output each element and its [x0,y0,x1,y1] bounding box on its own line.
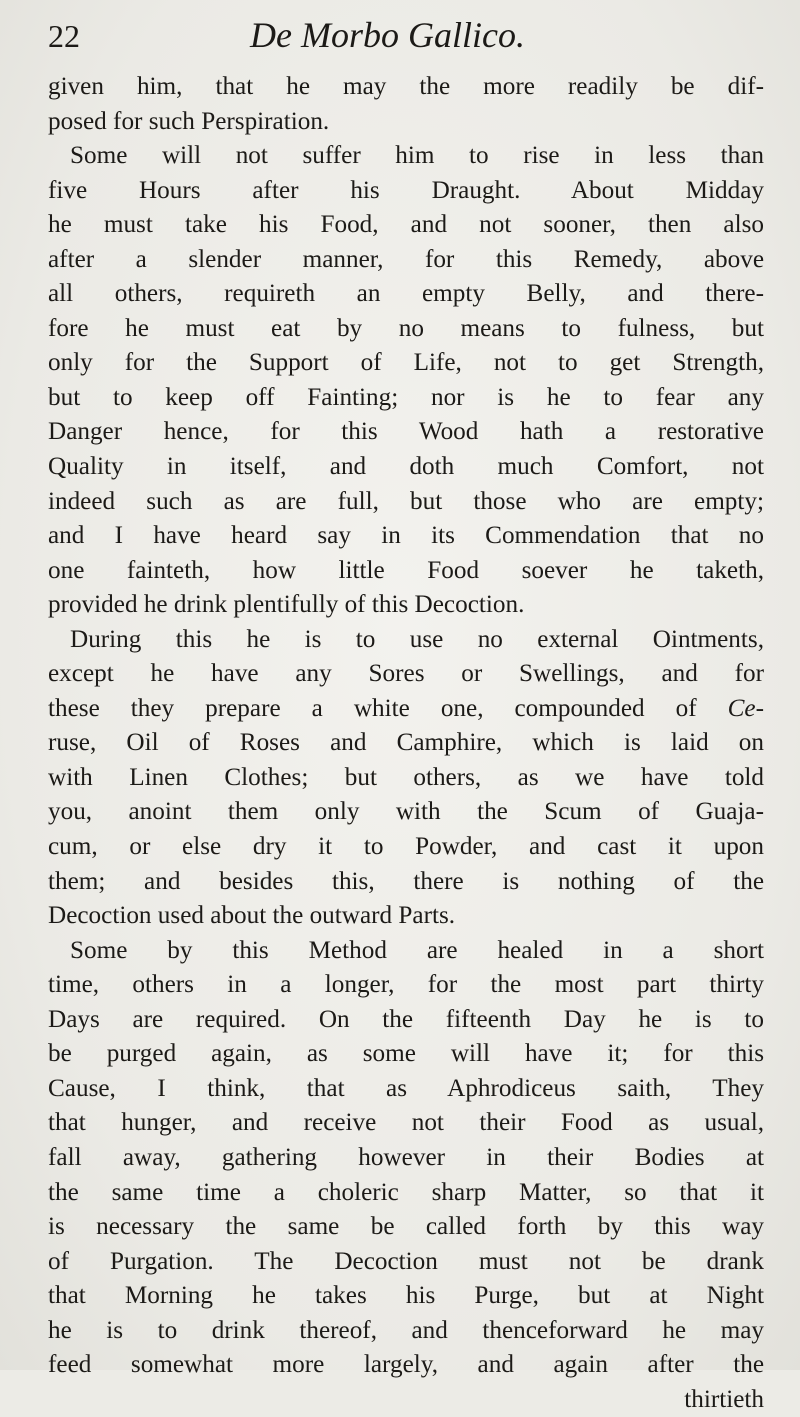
text-line: after a slender manner, for this Remedy, above [48,245,764,273]
text-line: given him, that he may the more readily be dif- [48,73,764,100]
text-line: Some will not suffer him to rise in less than [70,142,764,170]
text-line: all others, requireth an empty Belly, and there- [48,280,764,308]
text-line-italic-part: Ce- [727,694,764,722]
text-line: Quality in itself, and doth much Comfort, not [48,453,764,481]
text-line: Decoction used about the outward Parts. [48,902,456,930]
text-line: he must take his Food, and not sooner, then also [48,211,764,239]
text-line: five Hours after his Draught. About Midday [48,176,764,204]
text-line: posed for such Perspiration. [48,107,330,135]
text-line-part: these they prepare a white one, compounded of [48,694,697,722]
text-line: except he have any Sores or Swellings, and for [48,660,764,688]
text-line [48,692,764,727]
text-line: Cause, I think, that as Aphrodiceus saith, They [48,1074,764,1102]
text-line: ruse, Oil of Roses and Camphire, which is laid on [48,729,764,757]
text-line: time, others in a longer, for the most part thirty [48,971,764,999]
text-line: that Morning he takes his Purge, but at Night [48,1282,764,1310]
text-line: cum, or else dry it to Powder, and cast it upon [48,833,764,861]
text-line: Danger hence, for this Wood hath a restorative [48,418,764,446]
text-line: provided he drink plentifully of this Decoction. [48,591,525,619]
text-line: with Linen Clothes; but others, as we have told [48,763,764,791]
text-line: fore he must eat by no means to fulness, but [48,314,764,342]
text-line: you, anoint them only with the Scum of Guaja- [48,798,764,826]
text-line: be purged again, as some will have it; for this [48,1040,764,1068]
text-line: fall away, gathering however in their Bodies at [48,1143,764,1171]
text-line: one fainteth, how little Food soever he taketh, [48,556,764,584]
text-line: Some by this Method are healed in a short [70,936,764,964]
page-header [48,14,760,74]
text-line: During this he is to use no external Ointments, [70,625,764,653]
text-line: is necessary the same be called forth by this way [48,1213,764,1241]
running-title: De Morbo Gallico. [250,15,525,55]
text-line: of Purgation. The Decoction must not be drank [48,1247,764,1275]
text-line: Days are required. On the fifteenth Day he is to [48,1005,764,1033]
text-line: indeed such as are full, but those who are empty; [48,487,764,515]
text-line: only for the Support of Life, not to get Strength, [48,349,764,377]
text-line: he is to drink thereof, and thenceforward he may [48,1316,764,1344]
text-line: the same time a choleric sharp Matter, so that it [48,1178,764,1206]
catchword: thirtieth [684,1385,764,1413]
text-line: and I have heard say in its Commendation that no [48,522,764,550]
text-line: them; and besides this, there is nothing of the [48,867,764,895]
body-text [48,70,764,1417]
page-number: 22 [48,18,80,54]
text-line: that hunger, and receive not their Food as usual, [48,1109,764,1137]
text-line: but to keep off Fainting; nor is he to fear any [48,383,764,411]
text-line: feed somewhat more largely, and again after the [48,1351,764,1379]
